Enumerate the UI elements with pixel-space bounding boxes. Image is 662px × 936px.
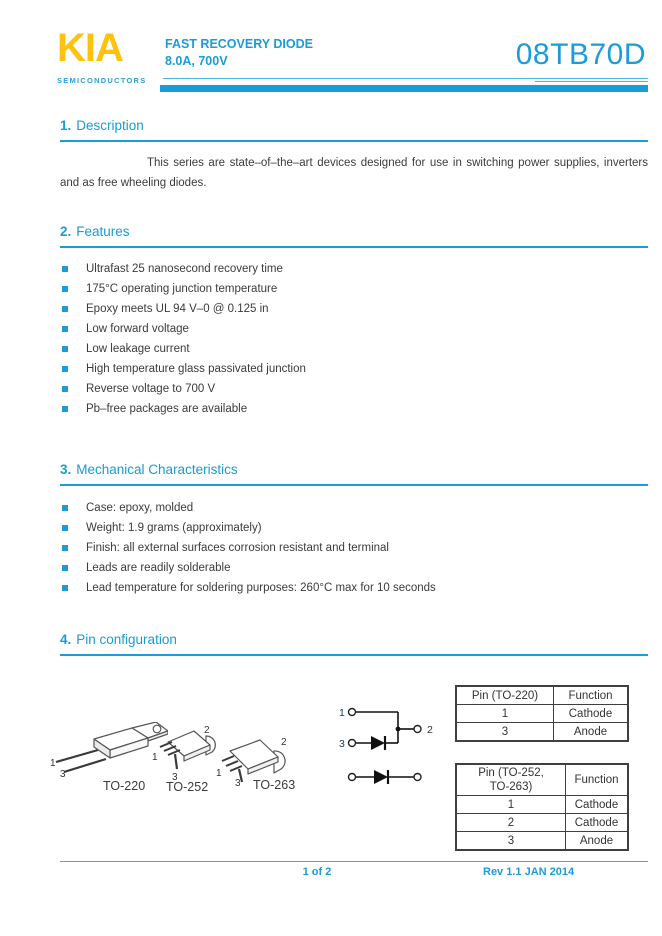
list-item	[62, 498, 622, 518]
pin-table-to220	[455, 685, 629, 742]
table-row	[456, 705, 628, 723]
list-item	[62, 319, 622, 339]
section-heading-pin-configuration	[60, 632, 648, 656]
to-220-pin1-label: 1	[50, 758, 56, 769]
list-item	[62, 578, 622, 598]
bullet-icon	[62, 306, 68, 312]
table-cell: 3	[456, 832, 566, 851]
bullet-icon	[62, 266, 68, 272]
table-header-cell	[456, 764, 566, 796]
bullet-icon	[62, 346, 68, 352]
to-220-pin3-label: 3	[60, 769, 66, 778]
list-item	[62, 359, 622, 379]
bullet-icon	[62, 366, 68, 372]
bullet-icon	[62, 565, 68, 571]
header-rule-thin-right	[535, 81, 648, 82]
list-item-text: Weight: 1.9 grams (approximately)	[86, 522, 262, 534]
section-heading-features	[60, 224, 648, 248]
to-252-label: TO-252	[166, 780, 209, 794]
table-header-cell: Pin (TO-220)	[456, 686, 554, 705]
bullet-icon	[62, 406, 68, 412]
section-title: Pin configuration	[76, 632, 177, 647]
list-item-text: Lead temperature for soldering purposes: 260°C max for 10 seconds	[86, 582, 436, 594]
to-220-package-drawing	[50, 722, 168, 778]
table-header-cell: Function	[554, 686, 629, 705]
schematic-pin3-label: 3	[339, 738, 345, 750]
bullet-icon	[62, 386, 68, 392]
table-cell: Anode	[566, 832, 629, 851]
revision-label: Rev 1.1 JAN 2014	[483, 866, 575, 878]
table-row	[456, 723, 628, 742]
section-title: Mechanical Characteristics	[76, 462, 238, 477]
table-cell: 2	[456, 814, 566, 832]
schematic-pin1-label: 1	[339, 707, 345, 719]
list-item	[62, 299, 622, 319]
bullet-icon	[62, 505, 68, 511]
list-item	[62, 379, 622, 399]
to-252-package-drawing	[152, 720, 222, 782]
table-header-cell: Function	[566, 764, 629, 796]
bullet-icon	[62, 286, 68, 292]
section-number: 3.	[60, 462, 72, 477]
table-row	[456, 814, 628, 832]
company-logo	[57, 27, 167, 85]
list-item-text: Reverse voltage to 700 V	[86, 383, 216, 395]
list-item-text: Epoxy meets UL 94 V–0 @ 0.125 in	[86, 303, 269, 315]
list-item	[62, 259, 622, 279]
list-item	[62, 399, 622, 419]
to-252-pin2-label: 2	[204, 725, 210, 736]
to-263-label: TO-263	[253, 778, 296, 792]
table-cell: Cathode	[566, 796, 629, 814]
pin-table-to252-to263	[455, 763, 629, 851]
bullet-icon	[62, 585, 68, 591]
logo-subtext: SEMICONDUCTORS	[57, 76, 147, 85]
table-cell: 3	[456, 723, 554, 742]
to-252-pin1-label: 1	[152, 752, 158, 763]
section-number: 1.	[60, 118, 72, 133]
product-title-line1: FAST RECOVERY DIODE	[165, 37, 313, 51]
schematic-pin2-label: 2	[427, 724, 433, 736]
description-paragraph: This series are state–of–the–art devices designed for use in switching power supplies, inverters and as free wheeling diodes.	[60, 157, 648, 189]
list-item	[62, 339, 622, 359]
mechanical-list	[62, 498, 622, 598]
to-220-label: TO-220	[103, 779, 146, 793]
product-title-line2: 8.0A, 700V	[165, 54, 228, 68]
logo-text: KIA	[57, 26, 123, 70]
section-number: 2.	[60, 224, 72, 239]
table-header-line2: TO-263)	[489, 781, 533, 793]
header-rule-thin	[163, 78, 648, 79]
list-item-text: 175°C operating junction temperature	[86, 283, 278, 295]
bullet-icon	[62, 525, 68, 531]
header-rule-thick	[160, 85, 648, 92]
section-title: Description	[76, 118, 144, 133]
bullet-icon	[62, 326, 68, 332]
list-item-text: Low forward voltage	[86, 323, 189, 335]
table-row	[456, 832, 628, 851]
list-item	[62, 558, 622, 578]
table-header-line1: Pin (TO-252,	[478, 767, 544, 779]
footer-divider	[60, 861, 648, 862]
diode-schematic-two-terminal	[336, 766, 441, 788]
features-list	[62, 259, 622, 419]
list-item-text: Ultrafast 25 nanosecond recovery time	[86, 263, 283, 275]
bullet-icon	[62, 545, 68, 551]
part-number: 08TB70D	[515, 38, 646, 71]
section-title: Features	[76, 224, 130, 239]
list-item	[62, 518, 622, 538]
section-heading-description	[60, 118, 648, 142]
list-item-text: Leads are readily solderable	[86, 562, 231, 574]
diode-schematic-three-pin	[336, 700, 441, 758]
table-cell: Cathode	[566, 814, 629, 832]
list-item-text: Case: epoxy, molded	[86, 502, 194, 514]
list-item-text: High temperature glass passivated junction	[86, 363, 306, 375]
list-item-text: Pb–free packages are available	[86, 403, 248, 415]
list-item-text: Finish: all external surfaces corrosion resistant and terminal	[86, 542, 389, 554]
to-263-pin2-label: 2	[281, 737, 287, 748]
section-number: 4.	[60, 632, 72, 647]
page-number: 1 of 2	[302, 866, 332, 878]
table-cell: Anode	[554, 723, 629, 742]
list-item	[62, 279, 622, 299]
table-cell: 1	[456, 796, 566, 814]
section-heading-mechanical	[60, 462, 648, 486]
table-cell: Cathode	[554, 705, 629, 723]
to-263-pin3-label: 3	[235, 778, 241, 787]
table-cell: 1	[456, 705, 554, 723]
to-252-pin3-label: 3	[172, 772, 178, 782]
list-item-text: Low leakage current	[86, 343, 190, 355]
table-row	[456, 796, 628, 814]
product-title	[165, 36, 313, 70]
list-item	[62, 538, 622, 558]
to-263-pin1-label: 1	[216, 768, 222, 779]
